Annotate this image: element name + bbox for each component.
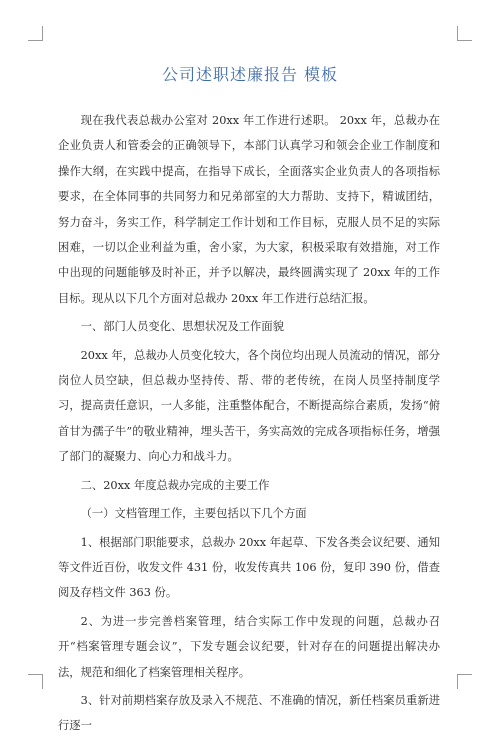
section-heading-1: 一、部门人员变化、思想状况及工作面貌 <box>80 320 284 334</box>
paragraph-staff: 20xx 年，总裁办人员变化较大，各个岗位均出现人员流动的情况，部分岗位人员空缺，但总裁办坚持传、帮、带的老传统，在岗人员坚持制度学习，提高责任意识，一人多能，注重整体配合，不断提高综合素质，发扬“俯首甘为孺子牛”的敬业精神，埋头苦干，务实高效的完成各项指标任务，增强了部门的凝聚力、向心力和战斗力。 <box>58 348 440 464</box>
crop-mark-bottom-right <box>457 674 472 689</box>
document-body <box>58 108 440 742</box>
document-title: 公司述职述廉报告 模板 <box>161 65 339 84</box>
paragraph-item-3: 3、针对前期档案存放及录入不规范、不准确的情况，新任档案员重新进行逐一 <box>58 693 440 733</box>
crop-mark-top-right <box>457 26 472 41</box>
crop-mark-bottom-left <box>28 674 43 689</box>
subsection-heading-1: （一）文档管理工作，主要包括以下几个方面 <box>80 507 307 521</box>
paragraph-intro: 现在我代表总裁办公室对 20xx 年工作进行述职。 20xx 年，总裁办在企业负责人和管委会的正确领导下，本部门认真学习和领会企业工作制度和操作大纲，在实践中提高，在指导下成长，全面落实企业负责人的各项指标要求，在全体同事的共同努力和兄弟部室的大力帮助、支持下，精诚团结，努力奋斗，务实工作，科学制定工作计划和工作目标，克服人员不足的实际困难，一切以企业利益为重，舍小家，为大家，积极采取有效措施，对工作中出现的问题能够及时补正，并予以解决，最终圆满实现了 20xx 年的工作目标。现从以下几个方面对总裁办 20xx 年工作进行总结汇报。 <box>58 114 440 305</box>
paragraph-item-1: 1、根据部门职能要求，总裁办 20xx 年起草、下发各类会议纪要、通知等文件近百份，收发文件 431 份，收发传真共 106 份，复印 390 份，借查阅及存档文件 363 份。 <box>58 535 440 600</box>
crop-mark-top-left <box>28 26 43 41</box>
paragraph-item-2: 2、为进一步完善档案管理，结合实际工作中发现的问题，总裁办召开“档案管理专题会议”，下发专题会议纪要，针对存在的问题提出解决办法，规范和细化了档案管理相关程序。 <box>58 614 440 679</box>
section-heading-2: 二、20xx 年度总裁办完成的主要工作 <box>80 478 270 492</box>
